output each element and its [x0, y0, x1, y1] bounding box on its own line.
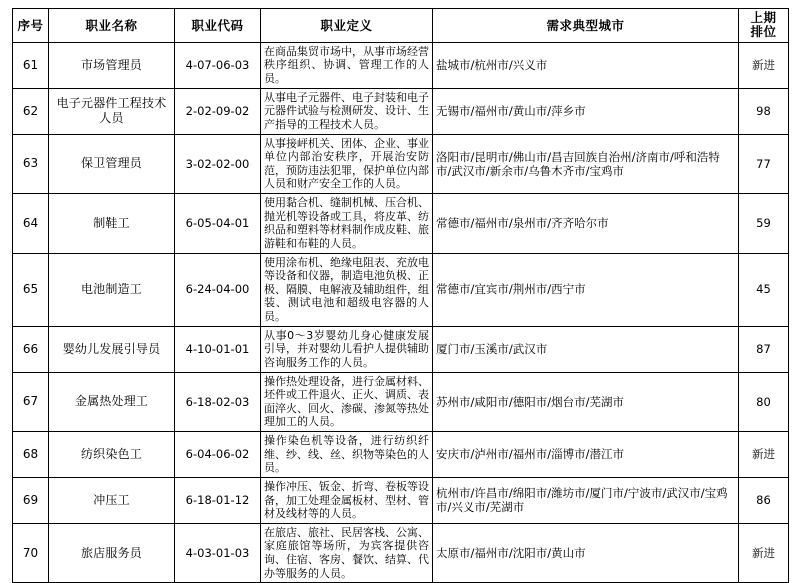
cell-cities: 无锡市/福州市/黄山市/萍乡市 — [433, 88, 739, 134]
cell-no: 65 — [13, 253, 49, 326]
cell-name: 市场管理员 — [49, 42, 175, 88]
cell-name: 纺织染色工 — [49, 432, 175, 478]
table-row — [13, 523, 789, 583]
cell-rank: 新进 — [739, 42, 789, 88]
column-header-no: 序号 — [13, 9, 49, 43]
cell-no: 68 — [13, 432, 49, 478]
cell-name: 婴幼儿发展引导员 — [49, 326, 175, 372]
cell-definition: 从事接岼机关、团体、企业、事业单位内部治安秩序，开展治安防范，预防违法犯罪，保护单位内部人员和财产安全工作的人员。 — [261, 134, 433, 194]
cell-no: 70 — [13, 523, 49, 583]
cell-definition: 在旅店、旅社、民居客栈、公寓、家庭旅馆等场所，为宾客提供咨询、住宿、客房、餐饮、结算、代办等服务的人员。 — [261, 523, 433, 583]
cell-no: 63 — [13, 134, 49, 194]
table-row — [13, 372, 789, 432]
cell-no: 69 — [13, 477, 49, 523]
table-row — [13, 477, 789, 523]
cell-code: 6-18-01-12 — [175, 477, 261, 523]
table-row — [13, 88, 789, 134]
column-header-rank-line1: 上期 — [750, 10, 777, 25]
cell-name: 保卫管理员 — [49, 134, 175, 194]
cell-rank: 77 — [739, 134, 789, 194]
cell-rank: 新进 — [739, 523, 789, 583]
cell-rank: 98 — [739, 88, 789, 134]
cell-rank: 80 — [739, 372, 789, 432]
cell-rank: 59 — [739, 194, 789, 254]
cell-code: 6-05-04-01 — [175, 194, 261, 254]
cell-name: 电池制造工 — [49, 253, 175, 326]
cell-cities: 常德市/宜宾市/荆州市/西宁市 — [433, 253, 739, 326]
cell-code: 4-03-01-03 — [175, 523, 261, 583]
table-header-row — [13, 9, 789, 43]
table-row — [13, 134, 789, 194]
cell-code: 2-02-09-02 — [175, 88, 261, 134]
cell-cities: 洛阳市/昆明市/佛山市/昌吉回族自治州/济南市/呼和浩特市/武汉市/新余市/乌鲁木齐市/宝鸡市 — [433, 134, 739, 194]
cell-cities: 苏州市/咸阳市/德阳市/烟台市/芜湖市 — [433, 372, 739, 432]
cell-definition: 使用黏合机、缝制机械、压合机、抛光机等设备或工具，将皮革、纺织品和塑料等材料制作成皮鞋、旅游鞋和布鞋的人员。 — [261, 194, 433, 254]
cell-definition: 从事0～3岁婴幼儿身心健康发展引导，并对婴幼儿看护人提供辅助咨询服务工作的人员。 — [261, 326, 433, 372]
table-row — [13, 432, 789, 478]
cell-rank: 87 — [739, 326, 789, 372]
cell-cities: 杭州市/许昌市/绵阳市/潍坊市/厦门市/宁波市/武汉市/宝鸡市/兴义市/芜湖市 — [433, 477, 739, 523]
column-header-rank — [739, 9, 789, 43]
cell-code: 6-04-06-02 — [175, 432, 261, 478]
cell-no: 62 — [13, 88, 49, 134]
cell-name: 制鞋工 — [49, 194, 175, 254]
cell-rank: 新进 — [739, 432, 789, 478]
cell-definition: 操作染色机等设备，进行纺织纤维、纱、线、丝、织物等染色的人员。 — [261, 432, 433, 478]
column-header-name: 职业名称 — [49, 9, 175, 43]
column-header-rank-line2: 排位 — [750, 24, 777, 40]
cell-no: 66 — [13, 326, 49, 372]
cell-cities: 太原市/福州市/沈阳市/黄山市 — [433, 523, 739, 583]
cell-name: 金属热处理工 — [49, 372, 175, 432]
cell-no: 61 — [13, 42, 49, 88]
cell-cities: 常德市/福州市/泉州市/齐齐哈尔市 — [433, 194, 739, 254]
cell-code: 3-02-02-00 — [175, 134, 261, 194]
table-row — [13, 326, 789, 372]
cell-code: 6-18-02-03 — [175, 372, 261, 432]
cell-no: 67 — [13, 372, 49, 432]
cell-definition: 从事电子元器件、电子封装和电子元器件试验与检测研发、设计、生产指导的工程技术人员。 — [261, 88, 433, 134]
table-row — [13, 253, 789, 326]
table-row — [13, 194, 789, 254]
cell-cities: 安庆市/泸州市/福州市/淄博市/潜江市 — [433, 432, 739, 478]
cell-definition: 使用涂布机、绝缘电阻表、充放电等设备和仪器，制造电池负极、正极、隔膜、电解液及辅助组件，组装、测试电池和超级电容器的人员。 — [261, 253, 433, 326]
occupation-shortage-table — [12, 8, 789, 583]
column-header-definition: 职业定义 — [261, 9, 433, 43]
cell-code: 4-10-01-01 — [175, 326, 261, 372]
cell-definition: 在商品集贸市场中，从事市场经营秩序组织、协调、管理工作的人员。 — [261, 42, 433, 88]
cell-code: 6-24-04-00 — [175, 253, 261, 326]
table-row — [13, 42, 789, 88]
cell-cities: 厦门市/玉溪市/武汉市 — [433, 326, 739, 372]
cell-name: 冲压工 — [49, 477, 175, 523]
cell-cities: 盐城市/杭州市/兴义市 — [433, 42, 739, 88]
table-header — [13, 9, 789, 43]
cell-rank: 45 — [739, 253, 789, 326]
column-header-code: 职业代码 — [175, 9, 261, 43]
cell-definition: 操作冲压、钣金、折弯、卷板等设备，加工处理金属板材、型材、管材及线材等的人员。 — [261, 477, 433, 523]
column-header-cities: 需求典型城市 — [433, 9, 739, 43]
cell-code: 4-07-06-03 — [175, 42, 261, 88]
cell-name: 电子元器件工程技术人员 — [49, 88, 175, 134]
cell-name: 旅店服务员 — [49, 523, 175, 583]
table-body — [13, 42, 789, 583]
cell-no: 64 — [13, 194, 49, 254]
cell-rank: 86 — [739, 477, 789, 523]
cell-definition: 操作热处理设备，进行金属材料、坯件或工件退火、正火、调质、表面淬火、回火、渗碳、渗氮等热处理加工的人员。 — [261, 372, 433, 432]
